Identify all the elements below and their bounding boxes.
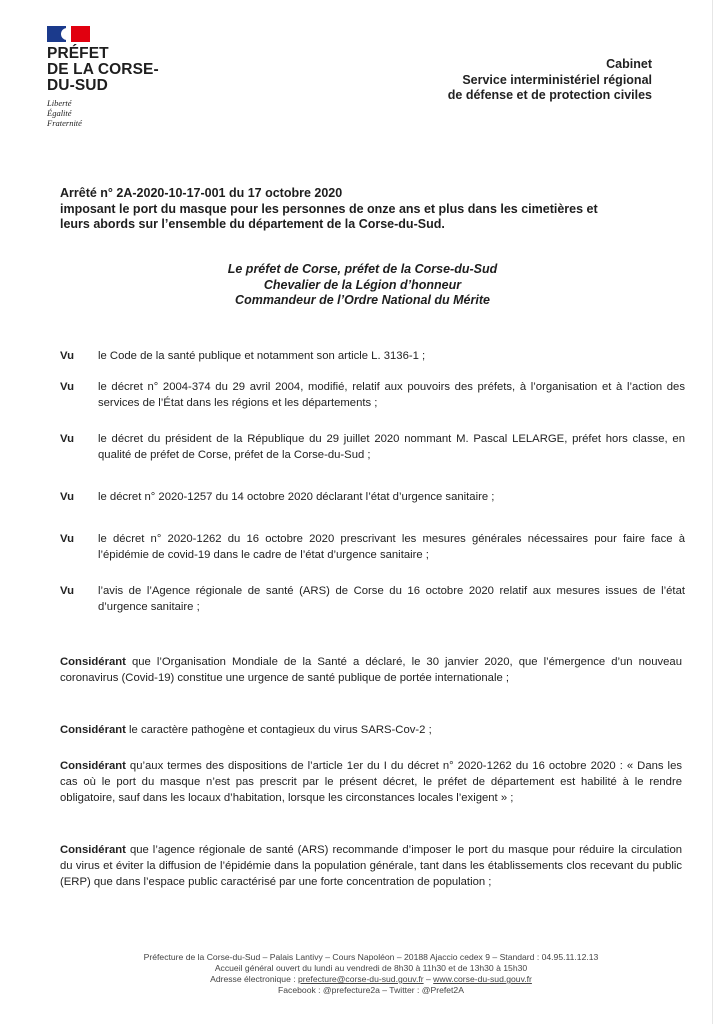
- considerant-paragraph: Considérant que l’agence régionale de santé (ARS) recommande d’imposer le port du masque pour réduire la circulation du virus et éviter la diffusion de l’épidémie dans la population générale, tant dans les établissements clos recevant du public (ERP) que dans l’espace public caractérisé par une forte concentration de population ;: [60, 844, 683, 888]
- considerant-paragraph: Considérant que l’Organisation Mondiale de la Santé a déclaré, le 30 janvier 2020, que l’émergence d’un nouveau coronavirus (Covid-19) constitue une urgence de santé publique de portée internationale ;: [60, 656, 682, 684]
- website-link[interactable]: www.corse-du-sud.gouv.fr: [433, 974, 532, 984]
- vu-item: Vu le décret n° 2020-1257 du 14 octobre 2020 déclarant l’état d’urgence sanitaire ;: [60, 491, 495, 503]
- prefecture-name: PRÉFET DE LA CORSE- DU-SUD: [47, 45, 159, 94]
- vu-item: Vu le décret n° 2020-1262 du 16 octobre 2020 prescrivant les mesures générales nécessaires pour faire face à l’épidémie de covid-19 dans le cadre de l’état d’urgence sanitaire ;: [60, 533, 685, 561]
- considerant-paragraph: Considérant qu’aux termes des dispositions de l’article 1er du I du décret n° 2020-1262 du 16 octobre 2020 : « Dans les cas où le port du masque n’est pas prescrit par le présent décret, le préfet de département est habilité à le rendre obligatoire, sauf dans les locaux d’habitation, lorsque les circonstances locales l’exigent » ;: [60, 760, 682, 804]
- vu-item: Vu le décret du président de la République du 29 juillet 2020 nommant M. Pascal LELARGE, préfet hors classe, en qualité de préfet de Corse, préfet de la Corse-du-Sud ;: [60, 433, 685, 461]
- footer-contact-line: Adresse électronique : prefecture@corse-du-sud.gouv.fr – www.corse-du-sud.gouv.fr: [210, 974, 532, 984]
- page-footer: Préfecture de la Corse-du-Sud – Palais Lantivy – Cours Napoléon – 20188 Ajaccio cedex 9 – Standard : 04.95.11.12.13 Accueil général ouvert du lundi au vendredi de 8h30 à 11h30 et de 13h30 à 15h30 Adresse électronique : prefecture@corse-du-sud.gouv.fr – www.corse-du-sud.gouv.fr Facebook : @prefecture2a – Twitter : @Prefet2A: [0, 952, 725, 996]
- vu-item: Vu l’avis de l’Agence régionale de santé (ARS) de Corse du 16 octobre 2020 relatif aux mesures issues de l’état d’urgence sanitaire ;: [60, 585, 685, 613]
- prefet-titles: Le préfet de Corse, préfet de la Corse-du-Sud Chevalier de la Légion d’honneur Commandeur de l’Ordre National du Mérite: [227, 262, 498, 307]
- decree-title: Arrêté n° 2A-2020-10-17-001 du 17 octobre 2020 imposant le port du masque pour les personnes de onze ans et plus dans les cimetières et leurs abords sur l’ensemble du département de la Corse-du-Sud.: [60, 186, 598, 231]
- considerant-paragraph: Considérant le caractère pathogène et contagieux du virus SARS-Cov-2 ;: [60, 724, 432, 736]
- republic-motto: Liberté Égalité Fraternité: [47, 98, 82, 128]
- marianne-logo: [47, 26, 159, 128]
- page-edge-line: [712, 0, 713, 1024]
- marianne-flag-icon: [47, 26, 90, 42]
- vu-item: Vu le décret n° 2004-374 du 29 avril 2004, modifié, relatif aux pouvoirs des préfets, à l’organisation et à l’action des services de l’État dans les régions et les départements ;: [60, 381, 685, 409]
- vu-item: Vu le Code de la santé publique et notamment son article L. 3136-1 ;: [60, 350, 426, 362]
- service-header: Cabinet Service interministériel régional de défense et de protection civiles: [447, 57, 652, 102]
- email-link[interactable]: prefecture@corse-du-sud.gouv.fr: [298, 974, 424, 984]
